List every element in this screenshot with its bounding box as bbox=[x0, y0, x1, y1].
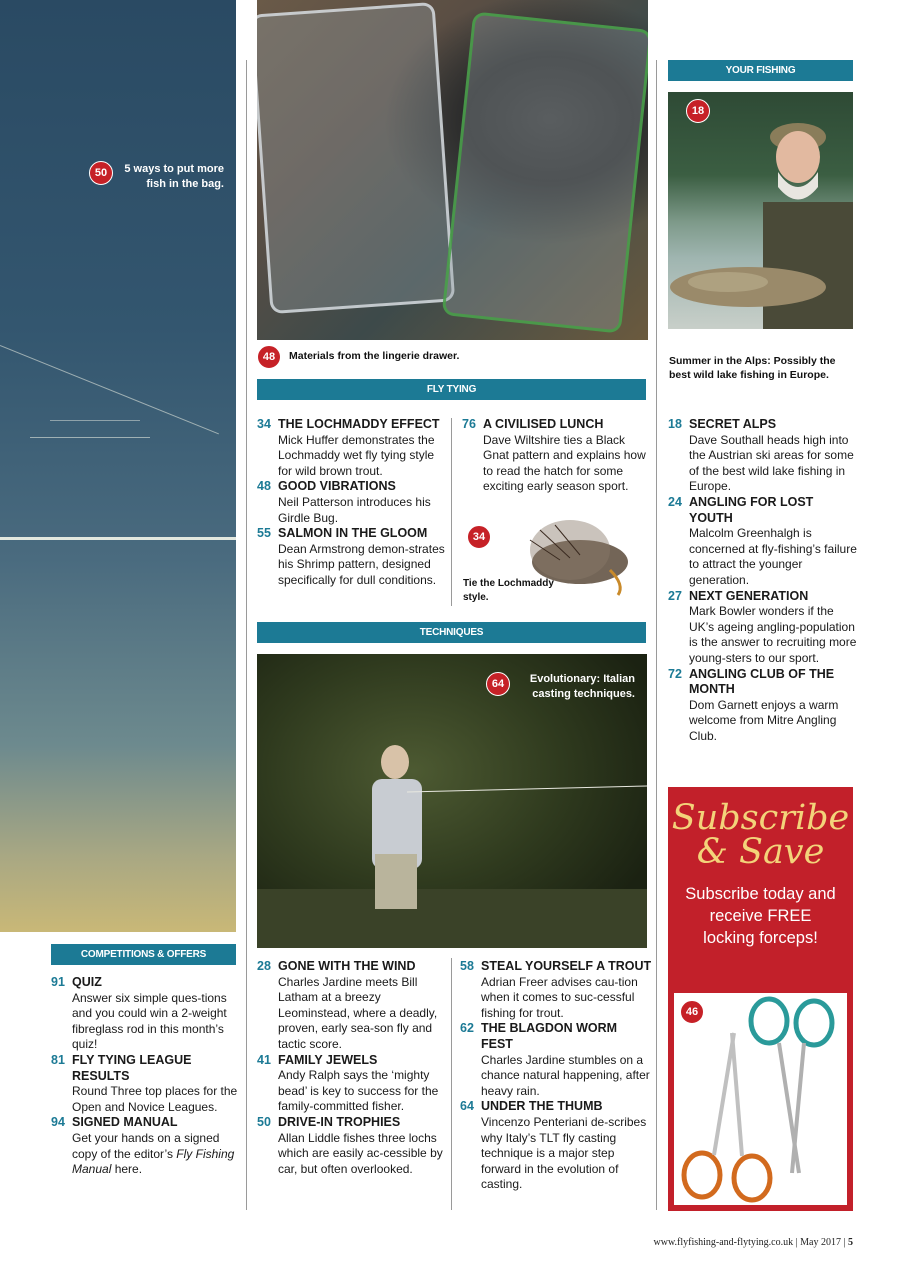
subscribe-script-line1: Subscribe bbox=[671, 798, 850, 838]
competitions-list bbox=[51, 975, 241, 1178]
page-badge-46: 46 bbox=[680, 1000, 704, 1024]
entry-page-number: 64 bbox=[460, 1099, 474, 1114]
entry-description: Mick Huffer demonstrates the Lochmaddy wet fly tying style for wild brown trout. bbox=[278, 432, 435, 478]
your-fishing-list bbox=[668, 417, 858, 744]
fly-boxes-caption: Materials from the lingerie drawer. bbox=[289, 350, 460, 362]
casting-photo-caption: Evolutionary: Italian casting techniques. bbox=[529, 673, 635, 700]
techniques-list-col2 bbox=[460, 959, 652, 1193]
entry-page-number: 72 bbox=[668, 666, 682, 681]
list-item[interactable] bbox=[462, 417, 652, 495]
list-item[interactable] bbox=[257, 1053, 447, 1115]
entry-page-number: 62 bbox=[460, 1021, 474, 1036]
your-fishing-heading: YOUR FISHING bbox=[668, 60, 853, 81]
lake-photo bbox=[0, 0, 236, 932]
list-item[interactable] bbox=[51, 975, 241, 1053]
entry-title: ANGLING FOR LOST YOUTH bbox=[689, 494, 814, 525]
entry-description: Dave Southall heads high into the Austrian ski areas for some of the best wild lake fishing in Europe. bbox=[689, 432, 854, 494]
entry-page-number: 24 bbox=[668, 494, 682, 509]
entry-title: THE BLAGDON WORM FEST bbox=[481, 1021, 618, 1051]
entry-title: UNDER THE THUMB bbox=[481, 1099, 603, 1114]
entry-title: SIGNED MANUAL bbox=[72, 1115, 178, 1130]
entry-description: Round Three top places for the Open and Novice Leagues. bbox=[72, 1084, 238, 1114]
list-item[interactable] bbox=[51, 1115, 241, 1177]
entry-description: Get your hands on a signed copy of the editor’s Fly Fishing Manual here. bbox=[72, 1130, 235, 1177]
techniques-heading: TECHNIQUES bbox=[257, 622, 646, 643]
column-divider bbox=[451, 418, 452, 606]
entry-description: Vincenzo Penteriani de-scribes why Italy’s TLT fly casting technique is a major step forward in the evolution of casting. bbox=[481, 1114, 647, 1192]
list-item[interactable] bbox=[257, 526, 447, 588]
subscribe-script-line2: & Save bbox=[696, 832, 825, 872]
entry-page-number: 94 bbox=[51, 1115, 65, 1130]
list-item[interactable] bbox=[257, 479, 447, 526]
entry-title: SECRET ALPS bbox=[689, 417, 777, 431]
page-badge-64: 64 bbox=[486, 672, 510, 696]
entry-page-number: 28 bbox=[257, 959, 271, 973]
entry-page-number: 58 bbox=[460, 959, 474, 973]
entry-title: SALMON IN THE GLOOM bbox=[278, 526, 428, 541]
page-footer: www.flyfishing-and-flytying.co.uk | May 2017 | 5 bbox=[653, 1237, 853, 1248]
subscribe-offer-text: Subscribe today and receive FREE locking forceps! bbox=[685, 885, 836, 947]
footer-url[interactable]: www.flyfishing-and-flytying.co.uk bbox=[653, 1237, 794, 1248]
entry-description: Answer six simple ques-tions and you could win a 2-weight fibreglass rod in this month’s quiz! bbox=[72, 990, 227, 1052]
entry-page-number: 50 bbox=[257, 1114, 271, 1129]
entry-description: Andy Ralph says the ‘mighty bead’ is key to success for the family-committed fisher. bbox=[278, 1068, 439, 1114]
competitions-heading: COMPETITIONS & OFFERS bbox=[51, 944, 236, 965]
fly-tying-heading: FLY TYING bbox=[257, 379, 646, 400]
entry-description: Dom Garnett enjoys a warm welcome from Mitre Angling Club. bbox=[689, 697, 839, 743]
list-item[interactable] bbox=[257, 417, 447, 479]
list-item[interactable] bbox=[257, 959, 447, 1053]
entry-description: Malcolm Greenhalgh is concerned at fly-fishing’s failure to attract the younger generation. bbox=[689, 526, 857, 587]
entry-page-number: 18 bbox=[668, 417, 682, 431]
entry-page-number: 55 bbox=[257, 526, 271, 541]
entry-description: Mark Bowler wonders if the UK’s ageing angling-population is the answer to recruiting more young-sters to our sport. bbox=[689, 604, 857, 665]
entry-title: STEAL YOURSELF A TROUT bbox=[481, 959, 652, 973]
entry-description: Dave Wiltshire ties a Black Gnat pattern and explains how to read the hatch for some exciting early season sport. bbox=[483, 432, 646, 494]
column-divider bbox=[656, 60, 657, 1210]
entry-description: Charles Jardine meets Bill Latham at a breezy Leominstead, where a deadly, proven, early sea-son fly and tactic score. bbox=[278, 974, 438, 1051]
list-item[interactable] bbox=[460, 959, 652, 1021]
page-badge-50: 50 bbox=[89, 161, 113, 185]
column-divider bbox=[246, 60, 247, 1210]
alps-photo-caption: Summer in the Alps: Possibly the best wild lake fishing in Europe. bbox=[669, 355, 836, 381]
footer-issue: May 2017 bbox=[800, 1237, 841, 1248]
entry-description: Charles Jardine stumbles on a chance natural happening, after heavy rain. bbox=[481, 1052, 650, 1098]
techniques-list-col1 bbox=[257, 959, 447, 1177]
entry-title: ANGLING CLUB OF THE MONTH bbox=[689, 666, 835, 697]
entry-page-number: 91 bbox=[51, 975, 65, 989]
subscribe-advert[interactable] bbox=[668, 787, 853, 1211]
entry-page-number: 81 bbox=[51, 1052, 65, 1067]
fly-boxes-photo bbox=[257, 0, 648, 340]
entry-title: A CIVILISED LUNCH bbox=[483, 417, 604, 431]
entry-title: FLY TYING LEAGUE RESULTS bbox=[72, 1052, 192, 1083]
entry-title: GOOD VIBRATIONS bbox=[278, 479, 396, 494]
page-badge-48: 48 bbox=[257, 345, 281, 369]
entry-page-number: 34 bbox=[257, 417, 271, 431]
list-item[interactable] bbox=[257, 1115, 447, 1177]
entry-page-number: 41 bbox=[257, 1052, 271, 1067]
lake-photo-caption: 5 ways to put more fish in the bag. bbox=[124, 163, 224, 190]
entry-title: GONE WITH THE WIND bbox=[278, 959, 416, 973]
entry-description: Dean Armstrong demon-strates his Shrimp pattern, designed specifically for dull conditions. bbox=[278, 541, 445, 587]
entry-page-number: 48 bbox=[257, 479, 271, 494]
entry-page-number: 27 bbox=[668, 588, 682, 603]
entry-title: QUIZ bbox=[72, 975, 102, 989]
page-badge-18: 18 bbox=[686, 99, 710, 123]
entry-page-number: 76 bbox=[462, 417, 476, 431]
fly-tying-list-col1 bbox=[257, 417, 447, 589]
list-item[interactable] bbox=[460, 1021, 652, 1099]
entry-title: FAMILY JEWELS bbox=[278, 1052, 378, 1067]
list-item[interactable] bbox=[668, 495, 858, 589]
alps-grayling-photo bbox=[668, 92, 853, 329]
entry-title: DRIVE-IN TROPHIES bbox=[278, 1114, 401, 1129]
list-item[interactable] bbox=[460, 1099, 652, 1193]
page-badge-34: 34 bbox=[467, 525, 491, 549]
entry-description: Adrian Freer advises cau-tion when it comes to suc-cessful fishing for trout. bbox=[481, 974, 638, 1020]
list-item[interactable] bbox=[668, 589, 858, 667]
column-divider bbox=[451, 958, 452, 1210]
list-item[interactable] bbox=[668, 667, 858, 745]
entry-description: Allan Liddle fishes three lochs which are easily ac-cessible by car, but often overlooked. bbox=[278, 1130, 443, 1176]
list-item[interactable] bbox=[51, 1053, 241, 1115]
entry-title: THE LOCHMADDY EFFECT bbox=[278, 417, 440, 431]
list-item[interactable] bbox=[668, 417, 858, 495]
entry-title: NEXT GENERATION bbox=[689, 588, 809, 603]
fly-tying-list-col2 bbox=[462, 417, 652, 495]
forceps-image bbox=[674, 993, 847, 1205]
page-number: 5 bbox=[848, 1237, 853, 1248]
entry-description: Neil Patterson introduces his Girdle Bug. bbox=[278, 494, 431, 525]
fly-caption: Tie the Lochmaddy style. bbox=[463, 578, 554, 603]
